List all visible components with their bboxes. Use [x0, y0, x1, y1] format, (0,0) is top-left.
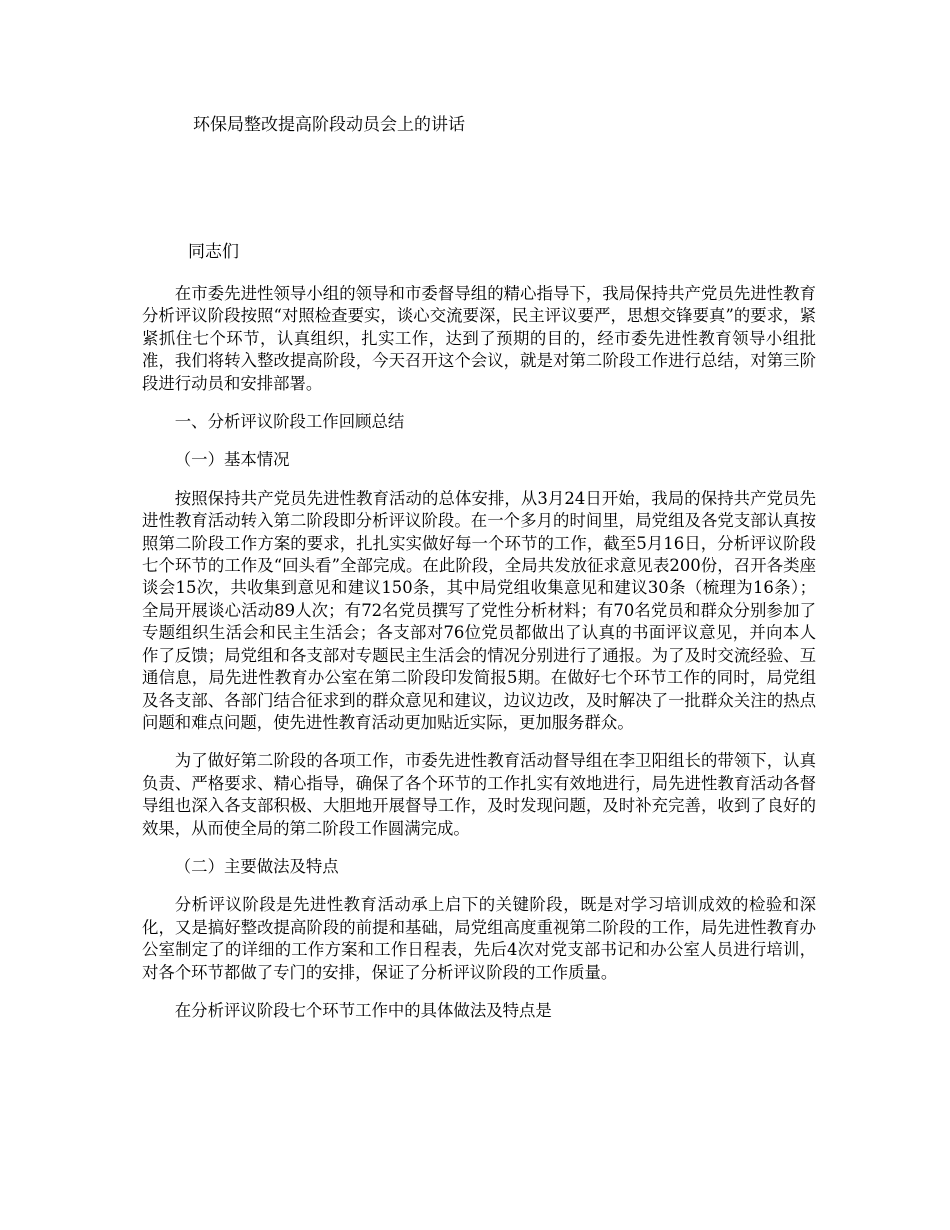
paragraph-basic-situation: 按照保持共产党员先进性教育活动的总体安排，从3月24日开始，我局的保持共产党员先进性教育活动转入第二阶段即分析评议阶段。在一个多月的时间里，局党组及各党支部认真按照第二阶段工作方案的要求，扎扎实实做好每一个环节的工作，截至5月16日，分析评议阶段七个环节的工作及“回头看”全部完成。在此阶段，全局共发放征求意见表200份，召开各类座谈会15次，共收集到意见和建议150条，其中局党组收集意见和建议30条（梳理为16条）；全局开展谈心活动89人次；有72名党员撰写了党性分析材料；有70名党员和群众分别参加了专题组织生活会和民主生活会；各支部对76位党员都做出了认真的书面评议意见，并向本人作了反馈；局党组和各支部对专题民主生活会的情况分别进行了通报。为了及时交流经验、互通信息，局先进性教育办公室在第二阶段印发简报5期。在做好七个环节工作的同时，局党组及各支部、各部门结合征求到的群众意见和建议，边议边改，及时解决了一批群众关注的热点问题和难点问题，使先进性教育活动更加贴近实际，更加服务群众。 — [142, 488, 816, 732]
document-title: 环保局整改提高阶段动员会上的讲话 — [193, 115, 465, 135]
salutation: 同志们 — [188, 242, 239, 262]
subsection-heading-basic-situation: （一）基本情况 — [174, 450, 290, 470]
document-body — [142, 283, 816, 1038]
paragraph-main-methods: 分析评议阶段是先进性教育活动承上启下的关键阶段，既是对学习培训成效的检验和深化，又是搞好整改提高阶段的前提和基础，局党组高度重视第二阶段的工作，局先进性教育办公室制定了的详细的工作方案和工作日程表，先后4次对党支部书记和办公室人员进行培训，对各个环节都做了专门的安排，保证了分析评议阶段的工作质量。 — [142, 895, 816, 982]
paragraph-supervision: 为了做好第二阶段的各项工作，市委先进性教育活动督导组在李卫阳组长的带领下，认真负责、严格要求、精心指导，确保了各个环节的工作扎实有效地进行，局先进性教育活动各督导组也深入各支部积极、大胆地开展督导工作，及时发现问题，及时补充完善，收到了良好的效果，从而使全局的第二阶段工作圆满完成。 — [142, 751, 816, 838]
section-heading-1: 一、分析评议阶段工作回顾总结 — [174, 412, 405, 432]
subsection-heading-main-methods: （二）主要做法及特点 — [174, 856, 339, 876]
paragraph-intro: 在市委先进性领导小组的领导和市委督导组的精心指导下，我局保持共产党员先进性教育分析评议阶段按照“对照检查要实，谈心交流要深，民主评议要严，思想交锋要真”的要求，紧紧抓住七个环节，认真组织，扎实工作，达到了预期的目的，经市委先进性教育领导小组批准，我们将转入整改提高阶段，今天召开这个会议，就是对第二阶段工作进行总结，对第三阶段进行动员和安排部署。 — [142, 284, 816, 393]
paragraph-seven-steps: 在分析评议阶段七个环节工作中的具体做法及特点是 — [174, 1000, 552, 1020]
